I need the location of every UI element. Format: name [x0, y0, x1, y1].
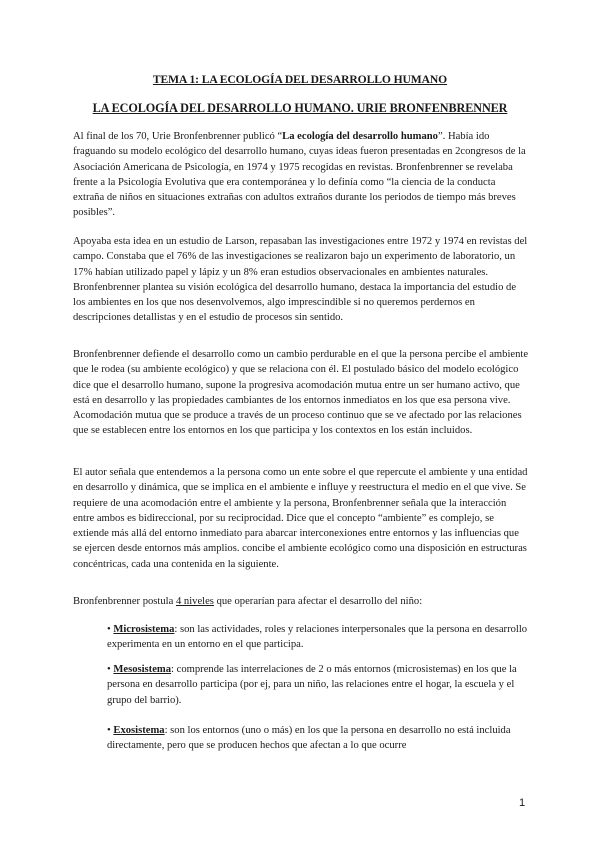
paragraph-levels-before: Bronfenbrenner postula	[73, 596, 176, 607]
page-number: 1	[519, 797, 526, 809]
paragraph-larson: Apoyaba esta idea en un estudio de Larson, repasaban las investigaciones entre 1972 y 1974 en revistas del campo. Constaba que el 76% de las investigaciones se realizaron bajo un experimento de laboratorio, un 17% habían utilizado papel y lápiz y un 8% eran estudios observacionales en ambientes naturales. Bronfenbrenner plantea su visión ecológica del desarrollo humano, destaca la importancia del estudio de los ambientes en los que nos desenvolvemos, algo imprescindible si no queremos perdernos en descripciones detallistas y en el estudio de procesos sin sentido.	[73, 236, 528, 324]
term-microsistema: Microsistema	[113, 624, 175, 635]
definition-exosistema: : son los entornos (uno o más) en los que la persona en desarrollo no está incluida directamente, pero que se producen hechos que afectan a lo que ocurre	[107, 725, 511, 752]
definition-mesosistema: : comprende las interrelaciones de 2 o más entornos (microsistemas) en los que la persona en desarrollo participa (por ej, para un niño, las relaciones entre el hogar, la escuela y el grupo del barrio).	[107, 664, 517, 706]
bullet-icon: •	[107, 725, 111, 736]
list-item-exosistema	[107, 723, 530, 754]
document-subtitle: LA ECOLOGÍA DEL DESARROLLO HUMANO. URIE BRONFENBRENNER	[92, 101, 508, 115]
paragraph-intro-before: Al final de los 70, Urie Bronfenbrenner publicó “	[73, 131, 283, 142]
term-mesosistema: Mesosistema	[113, 664, 172, 675]
paragraph-environment: El autor señala que entendemos a la persona como un ente sobre el que repercute el ambiente y una entidad en desarrollo y dinámica, que se implica en el ambiente e influye y reestructura el medio en el que vive. Se requiere de una acomodación entre el ambiente y la persona, Bronfenbrenner señala que la interacción entre ambos es bidireccional, por su reciprocidad. Dice que el concepto “ambiente” es complejo, se extiende más allá del entorno inmediato para abarcar interconexiones entre entornos y las influencias que se ejercen desde entornos más amplios. concibe el ambiente ecológico como una disposición en estructuras concéntricas, cada una contenida en la siguiente.	[73, 467, 528, 570]
list-item-microsistema	[107, 622, 530, 653]
term-exosistema: Exosistema	[113, 725, 165, 736]
paragraph-development: Bronfenbrenner defiende el desarrollo como un cambio perdurable en el que la persona percibe el ambiente que le rodea (su ambiente ecológico) y que se relaciona con él. El postulado básico del modelo ecológico dice que el desarrollo humano, supone la progresiva acomodación mutua entre un ser humano activo, que está en desarrollo y las propiedades cambiantes de los entornos inmediatos en los que esa persona vive. Acomodación mutua que se produce a través de un proceso continuo que se ve afectado por las relaciones que se establecen entre los entornos en los que participa y los contextos en los están incluidos.	[73, 349, 529, 437]
levels-count: 4 niveles	[175, 596, 214, 607]
paragraph-levels	[73, 594, 529, 609]
definition-microsistema: : son las actividades, roles y relaciones interpersonales que la persona en desarrollo experimenta en un entorno en el que participa.	[107, 624, 528, 651]
list-item-mesosistema	[107, 662, 530, 708]
paragraph-intro-after: ”. Había ido fraguando su modelo ecológico del desarrollo humano, cuyas ideas fueron presentadas en 2congresos de la Asociación Americana de Psicología, en 1974 y 1975 recogidas en revistas. Bronfenbrenner se revelaba frente a la Psicología Evolutiva que era contemporánea y lo definía como “la ciencia de la conducta extraña de niños en situaciones extrañas con adultos extraños durante los periodos de tiempo más breves posibles”.	[73, 131, 526, 219]
document-title: TEMA 1: LA ECOLOGÍA DEL DESARROLLO HUMANO	[152, 73, 448, 86]
bullet-icon: •	[107, 624, 111, 635]
bullet-icon: •	[107, 664, 111, 675]
paragraph-levels-after: que operarían para afectar el desarrollo del niño:	[213, 596, 423, 607]
paragraph-intro	[73, 129, 529, 221]
book-title: La ecología del desarrollo humano	[282, 131, 438, 142]
